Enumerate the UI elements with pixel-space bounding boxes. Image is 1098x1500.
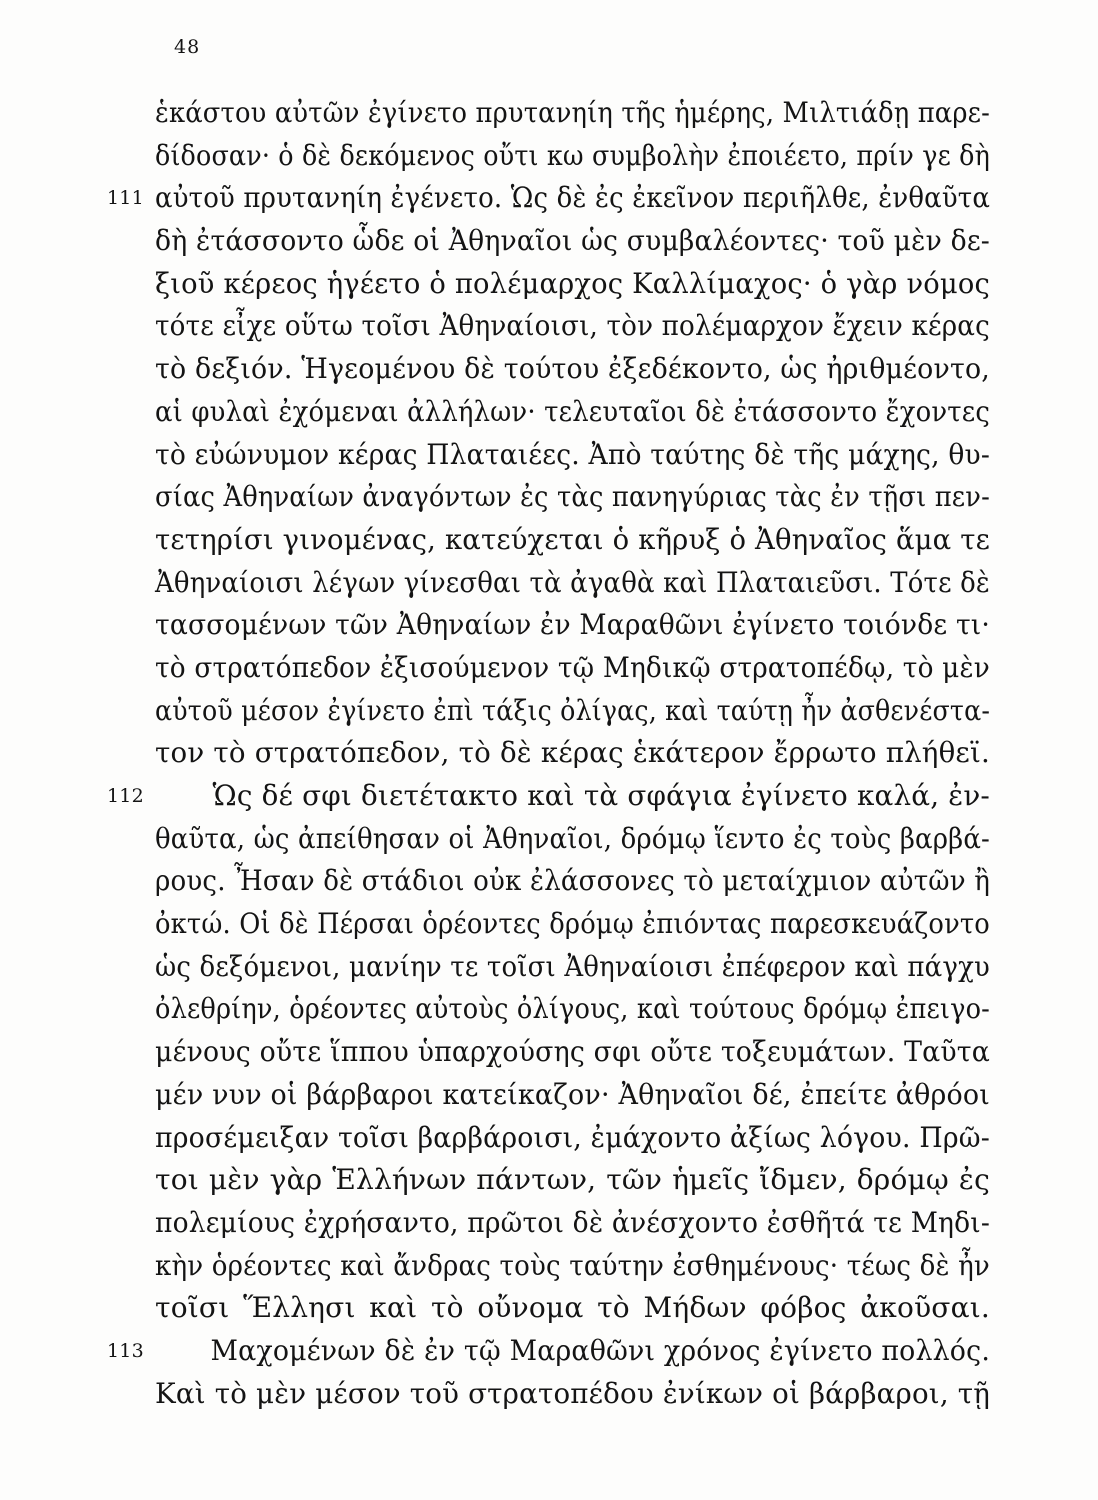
line-text: σίας Ἀθηναίων ἀναγόντων ἐς τὰς πανηγύριας τὰς ἐν τῇσι πεν- bbox=[155, 480, 990, 514]
text-line bbox=[155, 135, 990, 178]
section-number: 112 bbox=[107, 785, 144, 807]
line-text: τὸ δεξιόν. Ἡγεομένου δὲ τούτου ἐξεδέκοντο, ὡς ἠριθμέοντο, bbox=[155, 352, 990, 386]
line-text: πολεμίους ἐχρήσαντο, πρῶτοι δὲ ἀνέσχοντο ἐσθῆτά τε Μηδι- bbox=[155, 1205, 991, 1239]
text-line bbox=[155, 92, 990, 135]
text-line bbox=[155, 1245, 990, 1288]
text-line bbox=[155, 604, 990, 647]
text-line bbox=[155, 220, 990, 263]
text-line bbox=[155, 476, 990, 519]
line-text: τοι μὲν γὰρ Ἑλλήνων πάντων, τῶν ἡμεῖς ἴδμεν, δρόμῳ ἐς bbox=[155, 1163, 990, 1197]
text-line bbox=[155, 1117, 990, 1160]
line-text: αἱ φυλαὶ ἐχόμεναι ἀλλήλων· τελευταῖοι δὲ ἐτάσσοντο ἔχοντες bbox=[155, 394, 991, 428]
line-text: αὐτοῦ πρυτανηίη ἐγένετο. Ὡς δὲ ἐς ἐκεῖνον περιῆλθε, ἐνθαῦτα bbox=[155, 181, 991, 215]
text-line bbox=[107, 1330, 991, 1373]
text-line bbox=[155, 988, 990, 1031]
line-text: τότε εἶχε οὕτω τοῖσι Ἀθηναίοισι, τὸν πολέμαρχον ἔχειν κέρας bbox=[155, 309, 990, 343]
line-text: ὀκτώ. Οἱ δὲ Πέρσαι ὁρέοντες δρόμῳ ἐπιόντας παρεσκευάζοντο bbox=[155, 907, 990, 941]
text-line bbox=[155, 732, 990, 775]
greek-text-block bbox=[107, 92, 991, 1415]
text-line bbox=[107, 775, 990, 818]
line-text: τοῖσι Ἕλλησι καὶ τὸ οὔνομα τὸ Μήδων φόβος ἀκοῦσαι. bbox=[155, 1291, 990, 1325]
text-line bbox=[155, 434, 990, 477]
line-text: Ὡς δέ σφι διετέτακτο καὶ τὰ σφάγια ἐγίνετο καλά, ἐν- bbox=[212, 779, 990, 812]
line-text: Καὶ τὸ μὲν μέσον τοῦ στρατοπέδου ἐνίκων οἱ βάρβαροι, τῇ bbox=[155, 1376, 991, 1410]
line-text: τετηρίσι γινομένας, κατεύχεται ὁ κῆρυξ ὁ Ἀθηναῖος ἅμα τε bbox=[155, 522, 990, 556]
line-text: μένους οὔτε ἵππου ὑπαρχούσης σφι οὔτε τοξευμάτων. Ταῦτα bbox=[155, 1035, 991, 1069]
text-line bbox=[155, 348, 990, 391]
line-text: τον τὸ στρατόπεδον, τὸ δὲ κέρας ἑκάτερον ἔρρωτο πλήθεϊ. bbox=[155, 736, 990, 770]
text-line bbox=[155, 818, 990, 861]
line-text: κὴν ὁρέοντες καὶ ἄνδρας τοὺς ταύτην ἐσθημένους· τέως δὲ ἦν bbox=[155, 1248, 990, 1282]
line-text: ἑκάστου αὐτῶν ἐγίνετο πρυτανηίη τῆς ἡμέρης, Μιλτιάδῃ παρε- bbox=[155, 96, 991, 129]
line-text: ὀλεθρίην, ὁρέοντες αὐτοὺς ὀλίγους, καὶ τούτους δρόμῳ ἐπειγο- bbox=[155, 992, 990, 1026]
line-text: αὐτοῦ μέσον ἐγίνετο ἐπὶ τάξις ὀλίγας, καὶ ταύτῃ ἦν ἀσθενέστα- bbox=[155, 693, 991, 727]
line-text: ρους. Ἦσαν δὲ στάδιοι οὐκ ἐλάσσονες τὸ μεταίχμιον αὐτῶν ἢ bbox=[155, 864, 991, 898]
text-line bbox=[155, 860, 990, 903]
line-text: δὴ ἐτάσσοντο ὧδε οἱ Ἀθηναῖοι ὡς συμβαλέοντες· τοῦ μὲν δε- bbox=[155, 224, 990, 258]
page-number: 48 bbox=[174, 36, 201, 58]
text-line bbox=[155, 903, 990, 946]
text-line bbox=[155, 690, 990, 733]
text-line bbox=[155, 1031, 990, 1074]
text-line bbox=[155, 647, 990, 690]
text-line bbox=[107, 177, 991, 220]
line-text: τὸ στρατόπεδον ἐξισούμενον τῷ Μηδικῷ στρατοπέδῳ, τὸ μὲν bbox=[155, 650, 990, 684]
section-number: 111 bbox=[107, 187, 144, 210]
line-text: ὡς δεξόμενοι, μανίην τε τοῖσι Ἀθηναίοισι ἐπέφερον καὶ πάγχυ bbox=[155, 949, 990, 983]
text-line bbox=[155, 1074, 990, 1117]
text-line bbox=[155, 562, 990, 605]
line-text: Ἀθηναίοισι λέγων γίνεσθαι τὰ ἀγαθὰ καὶ Πλαταιεῦσι. Τότε δὲ bbox=[155, 565, 990, 599]
text-line bbox=[155, 1287, 990, 1330]
text-line bbox=[155, 305, 990, 348]
text-line bbox=[155, 946, 990, 989]
text-line bbox=[155, 1202, 990, 1245]
line-text: ξιοῦ κέρεος ἡγέετο ὁ πολέμαρχος Καλλίμαχος· ὁ γὰρ νόμος bbox=[155, 266, 990, 300]
text-line bbox=[155, 1373, 990, 1416]
section-number: 113 bbox=[107, 1339, 144, 1362]
line-text: προσέμειξαν τοῖσι βαρβάροισι, ἐμάχοντο ἀξίως λόγου. Πρῶ- bbox=[155, 1120, 990, 1154]
line-text: μέν νυν οἱ βάρβαροι κατείκαζον· Ἀθηναῖοι δέ, ἐπείτε ἀθρόοι bbox=[155, 1077, 991, 1111]
text-line bbox=[155, 263, 990, 306]
line-text: τασσομένων τῶν Ἀθηναίων ἐν Μαραθῶνι ἐγίνετο τοιόνδε τι· bbox=[155, 608, 991, 642]
line-text: Μαχομένων δὲ ἐν τῷ Μαραθῶνι χρόνος ἐγίνετο πολλός. bbox=[210, 1333, 991, 1367]
line-text: τὸ εὐώνυμον κέρας Πλαταιέες. Ἀπὸ ταύτης δὲ τῆς μάχης, θυ- bbox=[155, 437, 990, 471]
line-text: δίδοσαν· ὁ δὲ δεκόμενος οὔτι κω συμβολὴν ἐποιέετο, πρίν γε δὴ bbox=[155, 138, 990, 172]
text-line bbox=[155, 391, 990, 434]
text-line bbox=[155, 1159, 990, 1202]
text-line bbox=[155, 519, 990, 562]
line-text: θαῦτα, ὡς ἀπείθησαν οἱ Ἀθηναῖοι, δρόμῳ ἵεντο ἐς τοὺς βαρβά- bbox=[155, 821, 991, 855]
